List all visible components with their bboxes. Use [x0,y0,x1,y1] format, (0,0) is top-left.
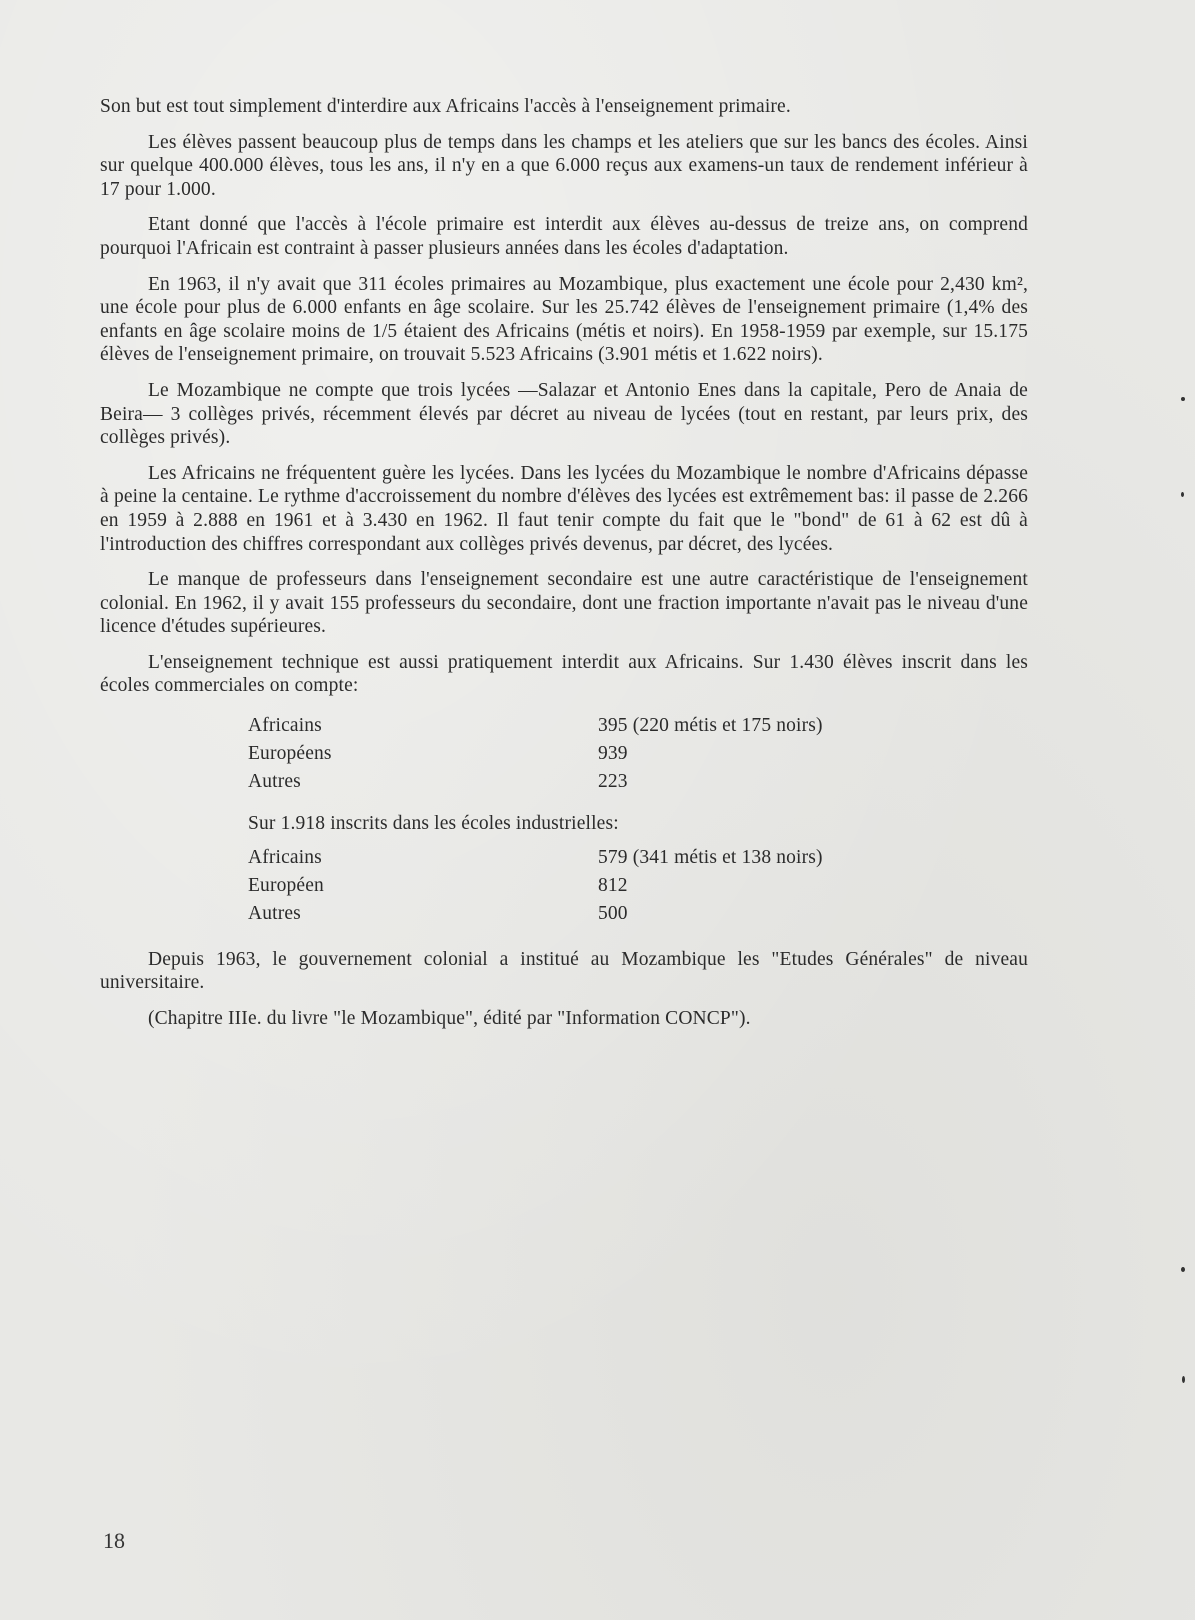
list-item-value: 500 [598,902,628,924]
list-item [248,742,1028,770]
paragraph-lycees: Le Mozambique ne compte que trois lycées —Salazar et Antonio Enes dans la capitale, Pero de Anaia de Beira— 3 collèges privés, récemment élevés par décret au niveau de lycées (tout en restant, par leurs prix, des collèges privés). [100,379,1028,449]
list-item-label: Européens [248,743,332,765]
industrial-schools-heading: Sur 1.918 inscrits dans les écoles industrielles: [248,813,619,835]
list-item [248,714,1028,742]
list-item-value: 579 (341 métis et 138 noirs) [598,846,823,868]
source-citation: (Chapitre IIIe. du livre "le Mozambique", édité par "Information CONCP"). [148,1007,751,1029]
paragraph-students-fields: Les élèves passent beaucoup plus de temps dans les champs et les ateliers que sur les bancs des écoles. Ainsi sur quelque 400.000 élèves, tous les ans, il n'y en a que 6.000 reçus aux examens-un taux de rendement inférieur à 17 pour 1.000. [100,131,1028,200]
scan-speck [1181,492,1184,497]
list-item-label: Autres [248,771,301,793]
paragraph-primary-schools: En 1963, il n'y avait que 311 écoles primaires au Mozambique, plus exactement une école pour 2,430 km², une école pour plus de 6.000 enfants en âge scolaire. Sur les 25.742 élèves de l'enseignement primaire (1,4% des enfants en âge scolaire moins de 1/5 étaient des Africains (métis et noirs). En 1958-1959 par exemple, sur 15.175 élèves de l'enseignement primaire, on trouvait 5.523 Africains (3.901 métis et 1.622 noirs). [100,273,1028,366]
scan-speck [1181,397,1185,401]
paragraph-general-studies: Depuis 1963, le gouvernement colonial a institué au Mozambique les "Etudes Générales" de niveau universitaire. [100,948,1028,994]
body-text [100,95,1028,1042]
list-item-label: Africains [248,846,322,868]
commercial-schools-list [100,714,1028,798]
list-item-label: Autres [248,902,301,924]
list-item [248,902,1028,930]
paragraph-intro: Son but est tout simplement d'interdire aux Africains l'accès à l'enseignement primaire. [100,96,791,117]
list-item-value: 223 [598,771,628,793]
list-item [248,874,1028,902]
industrial-schools-list [100,846,1028,930]
list-item-label: Européen [248,874,324,896]
paragraph-age-limit: Etant donné que l'accès à l'école primaire est interdit aux élèves au-dessus de treize ans, on comprend pourquoi l'Africain est contraint à passer plusieurs années dans les écoles d'adaptation. [100,214,1028,259]
list-item-value: 395 (220 métis et 175 noirs) [598,715,823,737]
scan-speck [1182,1376,1185,1383]
paragraph-africans-lycees: Les Africains ne fréquentent guère les lycées. Dans les lycées du Mozambique le nombre d'Africains dépasse à peine la centaine. Le rythme d'accroissement du nombre d'élèves des lycées est extrêmement bas: il passe de 2.266 en 1959 à 2.888 en 1961 et à 3.430 en 1962. Il faut tenir compte du fait que le "bond" de 61 à 62 est dû à l'introduction des chiffres correspondant aux collèges privés devenus, par décret, des lycées. [100,462,1028,555]
list-item-value: 812 [598,874,628,896]
list-item [248,846,1028,874]
paragraph-teachers: Le manque de professeurs dans l'enseignement secondaire est une autre caractéristique de l'enseignement colonial. En 1962, il y avait 155 professeurs du secondaire, dont une fraction importante n'avait pas le niveau d'une licence d'études supérieures. [100,569,1028,638]
list-item-value: 939 [598,743,628,765]
scan-speck [1181,1267,1185,1272]
list-item-label: Africains [248,715,322,737]
paragraph-technical: L'enseignement technique est aussi pratiquement interdit aux Africains. Sur 1.430 élèves inscrit dans les écoles commerciales on compte: [100,651,1028,697]
page-number: 18 [103,1528,125,1553]
list-item [248,770,1028,798]
